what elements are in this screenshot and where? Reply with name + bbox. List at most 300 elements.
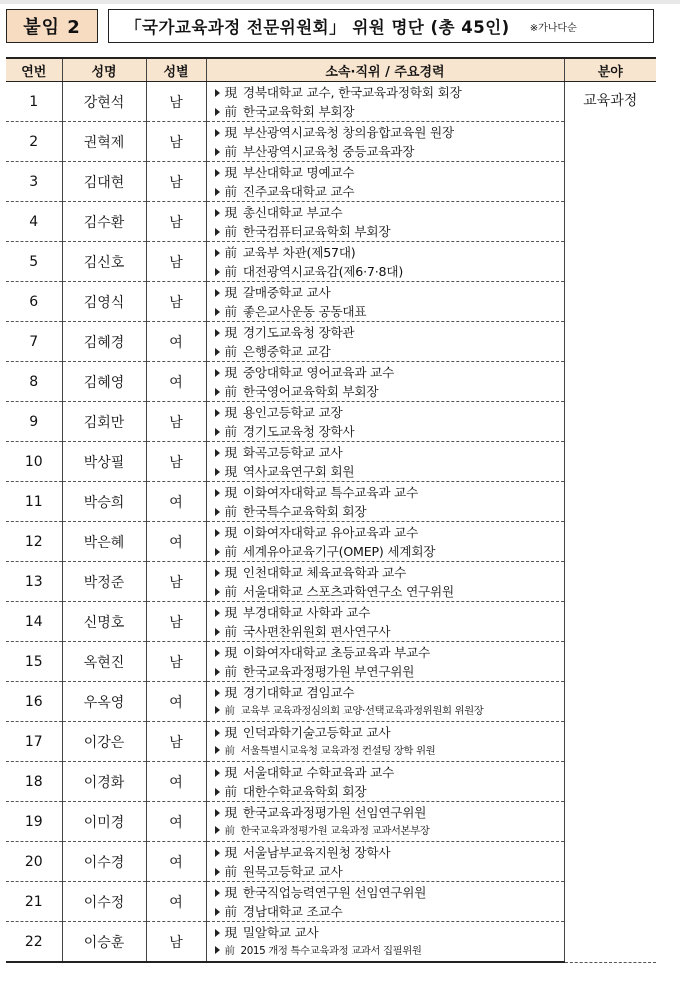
career-cell bbox=[206, 482, 564, 522]
career-cell bbox=[206, 762, 564, 802]
table-row bbox=[6, 762, 656, 802]
career-text: 부경대학교 사학과 교수 bbox=[242, 604, 371, 620]
career-line bbox=[215, 542, 564, 561]
career-prefix: 前 bbox=[224, 343, 237, 359]
career-line bbox=[215, 403, 564, 422]
column-header-field: 분야 bbox=[564, 58, 656, 82]
career-text: 서울대학교 스포츠과학연구소 연구위원 bbox=[242, 583, 454, 599]
career-prefix: 前 bbox=[224, 383, 237, 399]
career-prefix: 前 bbox=[224, 704, 235, 717]
row-number: 20 bbox=[6, 842, 62, 882]
career-line bbox=[215, 782, 564, 801]
career-cell bbox=[206, 642, 564, 682]
career-prefix: 前 bbox=[224, 244, 237, 260]
career-prefix: 現 bbox=[224, 804, 237, 820]
table-row bbox=[6, 362, 656, 402]
bullet-triangle-icon bbox=[215, 609, 220, 617]
member-gender: 남 bbox=[146, 282, 206, 322]
career-text: 용인고등학교 교장 bbox=[242, 404, 343, 420]
career-cell bbox=[206, 442, 564, 482]
career-line bbox=[215, 163, 564, 182]
table-row bbox=[6, 562, 656, 602]
career-text: 경기대학교 겸임교수 bbox=[242, 684, 355, 700]
bullet-triangle-icon bbox=[215, 468, 220, 476]
bullet-triangle-icon bbox=[215, 826, 220, 834]
column-header-number: 연번 bbox=[6, 58, 62, 82]
attachment-badge bbox=[6, 9, 98, 43]
career-text: 한국교육과정평가원 부연구위원 bbox=[242, 663, 415, 679]
member-name: 강현석 bbox=[62, 82, 146, 122]
member-gender: 남 bbox=[146, 202, 206, 242]
table-row bbox=[6, 202, 656, 242]
member-name: 김수환 bbox=[62, 202, 146, 242]
career-prefix: 現 bbox=[224, 524, 237, 540]
career-prefix: 現 bbox=[224, 324, 237, 340]
career-line bbox=[215, 883, 564, 902]
member-name: 옥현진 bbox=[62, 642, 146, 682]
career-prefix: 現 bbox=[224, 924, 237, 940]
career-line bbox=[215, 702, 564, 721]
career-prefix: 前 bbox=[224, 783, 237, 799]
career-prefix: 前 bbox=[224, 543, 237, 559]
member-gender: 남 bbox=[146, 562, 206, 602]
row-number: 5 bbox=[6, 242, 62, 282]
row-number: 2 bbox=[6, 122, 62, 162]
table-row bbox=[6, 242, 656, 282]
career-line bbox=[215, 422, 564, 441]
career-line bbox=[215, 443, 564, 462]
career-line bbox=[215, 843, 564, 862]
career-line bbox=[215, 803, 564, 822]
career-prefix: 前 bbox=[224, 903, 237, 919]
member-name: 이수정 bbox=[62, 882, 146, 922]
career-line bbox=[215, 462, 564, 481]
career-line bbox=[215, 563, 564, 582]
bullet-triangle-icon bbox=[215, 428, 220, 436]
career-prefix: 前 bbox=[224, 263, 237, 279]
table-row bbox=[6, 122, 656, 162]
career-text: 중앙대학교 영어교육과 교수 bbox=[242, 364, 395, 380]
table-row bbox=[6, 322, 656, 362]
career-text: 이화여자대학교 초등교육과 부교수 bbox=[242, 644, 430, 660]
bullet-triangle-icon bbox=[215, 89, 220, 97]
bullet-triangle-icon bbox=[215, 108, 220, 116]
member-name: 김대현 bbox=[62, 162, 146, 202]
career-prefix: 現 bbox=[224, 684, 237, 700]
career-text: 한국교육과정평가원 선임연구위원 bbox=[242, 804, 427, 820]
member-gender: 여 bbox=[146, 522, 206, 562]
member-gender: 여 bbox=[146, 762, 206, 802]
career-prefix: 現 bbox=[224, 844, 237, 860]
bullet-triangle-icon bbox=[215, 508, 220, 516]
bullet-triangle-icon bbox=[215, 809, 220, 817]
career-text: 2015 개정 특수교육과정 교과서 집필위원 bbox=[240, 944, 422, 957]
career-text: 인천대학교 체육교육학과 교수 bbox=[242, 564, 407, 580]
career-cell bbox=[206, 362, 564, 402]
career-text: 국사편찬위원회 편사연구사 bbox=[242, 623, 391, 639]
bullet-triangle-icon bbox=[215, 588, 220, 596]
member-name: 박정준 bbox=[62, 562, 146, 602]
member-gender: 여 bbox=[146, 882, 206, 922]
bullet-triangle-icon bbox=[215, 569, 220, 577]
career-cell bbox=[206, 202, 564, 242]
member-name: 우옥영 bbox=[62, 682, 146, 722]
career-cell bbox=[206, 82, 564, 122]
row-number: 12 bbox=[6, 522, 62, 562]
row-number: 11 bbox=[6, 482, 62, 522]
row-number: 1 bbox=[6, 82, 62, 122]
bullet-triangle-icon bbox=[215, 369, 220, 377]
career-text: 인덕과학기술고등학교 교사 bbox=[242, 724, 391, 740]
career-text: 교육부 차관(제57대) bbox=[242, 244, 356, 260]
career-line bbox=[215, 902, 564, 921]
member-gender: 여 bbox=[146, 482, 206, 522]
table-row bbox=[6, 522, 656, 562]
member-name: 권혁제 bbox=[62, 122, 146, 162]
table-body bbox=[6, 82, 656, 963]
career-prefix: 現 bbox=[224, 484, 237, 500]
bullet-triangle-icon bbox=[215, 329, 220, 337]
row-number: 8 bbox=[6, 362, 62, 402]
member-name: 김회만 bbox=[62, 402, 146, 442]
career-text: 한국교육학회 부회장 bbox=[242, 103, 355, 119]
career-prefix: 前 bbox=[224, 423, 237, 439]
career-line bbox=[215, 283, 564, 302]
career-prefix: 現 bbox=[224, 604, 237, 620]
row-number: 10 bbox=[6, 442, 62, 482]
career-prefix: 現 bbox=[224, 84, 237, 100]
bullet-triangle-icon bbox=[215, 929, 220, 937]
title-box bbox=[108, 9, 654, 43]
bullet-triangle-icon bbox=[215, 689, 220, 697]
bullet-triangle-icon bbox=[215, 788, 220, 796]
career-cell bbox=[206, 402, 564, 442]
table-row bbox=[6, 722, 656, 762]
row-number: 21 bbox=[6, 882, 62, 922]
career-text: 한국교육과정평가원 교육과정 교과서본부장 bbox=[240, 824, 430, 837]
career-line bbox=[215, 763, 564, 782]
career-cell bbox=[206, 682, 564, 722]
bullet-triangle-icon bbox=[215, 268, 220, 276]
career-text: 한국특수교육학회 회장 bbox=[242, 503, 367, 519]
career-text: 서울특별시교육청 교육과정 컨설팅 장학 위원 bbox=[240, 744, 436, 757]
table-row bbox=[6, 642, 656, 682]
table-row bbox=[6, 442, 656, 482]
bullet-triangle-icon bbox=[215, 628, 220, 636]
career-line bbox=[215, 622, 564, 641]
career-line bbox=[215, 102, 564, 121]
field-cell bbox=[564, 82, 656, 963]
bullet-triangle-icon bbox=[215, 946, 220, 954]
attachment-label: 붙임 2 bbox=[23, 17, 81, 38]
row-number: 4 bbox=[6, 202, 62, 242]
career-cell bbox=[206, 882, 564, 922]
member-gender: 여 bbox=[146, 842, 206, 882]
member-name: 이강은 bbox=[62, 722, 146, 762]
bullet-triangle-icon bbox=[215, 889, 220, 897]
career-text: 한국컴퓨터교육학회 부회장 bbox=[242, 223, 391, 239]
row-number: 19 bbox=[6, 802, 62, 842]
bullet-triangle-icon bbox=[215, 868, 220, 876]
bullet-triangle-icon bbox=[215, 308, 220, 316]
member-name: 박승희 bbox=[62, 482, 146, 522]
bullet-triangle-icon bbox=[215, 449, 220, 457]
career-line bbox=[215, 342, 564, 361]
bullet-triangle-icon bbox=[215, 129, 220, 137]
bullet-triangle-icon bbox=[215, 668, 220, 676]
career-cell bbox=[206, 842, 564, 882]
member-gender: 여 bbox=[146, 362, 206, 402]
career-line bbox=[215, 323, 564, 342]
member-gender: 남 bbox=[146, 242, 206, 282]
column-header-career: 소속·직위 / 주요경력 bbox=[206, 58, 564, 82]
career-line bbox=[215, 723, 564, 742]
member-table bbox=[6, 57, 656, 963]
career-text: 한국직업능력연구원 선임연구위원 bbox=[242, 884, 427, 900]
member-name: 이미경 bbox=[62, 802, 146, 842]
career-prefix: 前 bbox=[224, 223, 237, 239]
career-cell bbox=[206, 922, 564, 963]
bullet-triangle-icon bbox=[215, 188, 220, 196]
career-cell bbox=[206, 282, 564, 322]
career-text: 경남대학교 조교수 bbox=[242, 903, 343, 919]
career-text: 서울대학교 수학교육과 교수 bbox=[242, 764, 395, 780]
career-prefix: 前 bbox=[224, 583, 237, 599]
career-prefix: 現 bbox=[224, 724, 237, 740]
row-number: 13 bbox=[6, 562, 62, 602]
career-line bbox=[215, 502, 564, 521]
career-prefix: 前 bbox=[224, 824, 235, 837]
career-cell bbox=[206, 242, 564, 282]
career-text: 역사교육연구회 회원 bbox=[242, 463, 355, 479]
table-row bbox=[6, 602, 656, 642]
member-gender: 남 bbox=[146, 602, 206, 642]
career-line bbox=[215, 742, 564, 761]
row-number: 16 bbox=[6, 682, 62, 722]
table-row bbox=[6, 682, 656, 722]
bullet-triangle-icon bbox=[215, 908, 220, 916]
member-gender: 남 bbox=[146, 922, 206, 963]
career-line bbox=[215, 262, 564, 281]
career-cell bbox=[206, 322, 564, 362]
career-prefix: 現 bbox=[224, 463, 237, 479]
bullet-triangle-icon bbox=[215, 649, 220, 657]
member-name: 김혜경 bbox=[62, 322, 146, 362]
member-gender: 남 bbox=[146, 122, 206, 162]
member-gender: 여 bbox=[146, 322, 206, 362]
table-header-row bbox=[6, 58, 656, 82]
career-text: 부산광역시교육청 중등교육과장 bbox=[242, 143, 415, 159]
career-line bbox=[215, 523, 564, 542]
bullet-triangle-icon bbox=[215, 388, 220, 396]
bullet-triangle-icon bbox=[215, 409, 220, 417]
career-text: 한국영어교육학회 부회장 bbox=[242, 383, 379, 399]
career-prefix: 前 bbox=[224, 503, 237, 519]
sort-note: ※가나다순 bbox=[529, 22, 577, 34]
career-line bbox=[215, 643, 564, 662]
bullet-triangle-icon bbox=[215, 169, 220, 177]
career-line bbox=[215, 683, 564, 702]
row-number: 7 bbox=[6, 322, 62, 362]
career-line bbox=[215, 243, 564, 262]
career-prefix: 前 bbox=[224, 623, 237, 639]
career-line bbox=[215, 822, 564, 841]
row-number: 6 bbox=[6, 282, 62, 322]
row-number: 9 bbox=[6, 402, 62, 442]
career-line bbox=[215, 923, 564, 942]
bullet-triangle-icon bbox=[215, 489, 220, 497]
row-number: 18 bbox=[6, 762, 62, 802]
career-text: 교육부 교육과정심의회 교양·선택교육과정위원회 위원장 bbox=[240, 704, 484, 717]
career-line bbox=[215, 363, 564, 382]
bullet-triangle-icon bbox=[215, 746, 220, 754]
table-row bbox=[6, 282, 656, 322]
table-row bbox=[6, 922, 656, 963]
member-gender: 여 bbox=[146, 682, 206, 722]
career-prefix: 現 bbox=[224, 364, 237, 380]
career-text: 이화여자대학교 유아교육과 교수 bbox=[242, 524, 419, 540]
career-prefix: 前 bbox=[224, 944, 235, 957]
member-gender: 남 bbox=[146, 642, 206, 682]
bullet-triangle-icon bbox=[215, 729, 220, 737]
table-row bbox=[6, 82, 656, 122]
career-line bbox=[215, 123, 564, 142]
bullet-triangle-icon bbox=[215, 769, 220, 777]
career-text: 화곡고등학교 교사 bbox=[242, 444, 343, 460]
column-header-name: 성명 bbox=[62, 58, 146, 82]
career-prefix: 現 bbox=[224, 204, 237, 220]
member-name: 김신호 bbox=[62, 242, 146, 282]
career-cell bbox=[206, 522, 564, 562]
career-prefix: 前 bbox=[224, 663, 237, 679]
career-prefix: 現 bbox=[224, 164, 237, 180]
career-prefix: 現 bbox=[224, 284, 237, 300]
member-name: 이수경 bbox=[62, 842, 146, 882]
career-prefix: 前 bbox=[224, 863, 237, 879]
career-text: 대한수학교육학회 회장 bbox=[242, 783, 367, 799]
career-text: 경기도교육청 장학사 bbox=[242, 423, 355, 439]
career-text: 경기도교육청 장학관 bbox=[242, 324, 355, 340]
career-text: 원묵고등학교 교사 bbox=[242, 863, 343, 879]
bullet-triangle-icon bbox=[215, 289, 220, 297]
table-row bbox=[6, 842, 656, 882]
row-number: 17 bbox=[6, 722, 62, 762]
member-gender: 남 bbox=[146, 162, 206, 202]
bullet-triangle-icon bbox=[215, 249, 220, 257]
bullet-triangle-icon bbox=[215, 209, 220, 217]
member-name: 김영식 bbox=[62, 282, 146, 322]
career-text: 부산광역시교육청 창의융합교육원 원장 bbox=[242, 124, 454, 140]
career-line bbox=[215, 603, 564, 622]
member-gender: 남 bbox=[146, 402, 206, 442]
row-number: 15 bbox=[6, 642, 62, 682]
career-text: 대전광역시교육감(제6·7·8대) bbox=[242, 263, 404, 279]
career-cell bbox=[206, 802, 564, 842]
career-line bbox=[215, 222, 564, 241]
field-value: 교육과정 bbox=[583, 93, 638, 109]
career-line bbox=[215, 83, 564, 102]
member-name: 김혜영 bbox=[62, 362, 146, 402]
table-row bbox=[6, 802, 656, 842]
career-prefix: 前 bbox=[224, 303, 237, 319]
career-prefix: 現 bbox=[224, 564, 237, 580]
member-name: 이승훈 bbox=[62, 922, 146, 963]
career-text: 이화여자대학교 특수교육과 교수 bbox=[242, 484, 419, 500]
career-line bbox=[215, 382, 564, 401]
career-line bbox=[215, 483, 564, 502]
member-name: 박은혜 bbox=[62, 522, 146, 562]
career-prefix: 現 bbox=[224, 884, 237, 900]
career-text: 세계유아교육기구(OMEP) 세계회장 bbox=[242, 543, 436, 559]
career-cell bbox=[206, 722, 564, 762]
bullet-triangle-icon bbox=[215, 849, 220, 857]
member-gender: 여 bbox=[146, 802, 206, 842]
table-row bbox=[6, 162, 656, 202]
career-line bbox=[215, 182, 564, 201]
table-row bbox=[6, 882, 656, 922]
member-gender: 남 bbox=[146, 722, 206, 762]
career-cell bbox=[206, 562, 564, 602]
career-prefix: 現 bbox=[224, 404, 237, 420]
bullet-triangle-icon bbox=[215, 348, 220, 356]
row-number: 3 bbox=[6, 162, 62, 202]
career-cell bbox=[206, 122, 564, 162]
career-prefix: 前 bbox=[224, 103, 237, 119]
career-line bbox=[215, 662, 564, 681]
member-name: 신명호 bbox=[62, 602, 146, 642]
career-cell bbox=[206, 162, 564, 202]
career-text: 서울남부교육지원청 장학사 bbox=[242, 844, 391, 860]
member-gender: 남 bbox=[146, 82, 206, 122]
career-line bbox=[215, 142, 564, 161]
career-line bbox=[215, 302, 564, 321]
career-cell bbox=[206, 602, 564, 642]
row-number: 14 bbox=[6, 602, 62, 642]
career-text: 좋은교사운동 공동대표 bbox=[242, 303, 367, 319]
career-line bbox=[215, 862, 564, 881]
top-border bbox=[0, 0, 680, 4]
career-text: 은행중학교 교감 bbox=[242, 343, 331, 359]
bullet-triangle-icon bbox=[215, 228, 220, 236]
career-text: 경북대학교 교수, 한국교육과정학회 회장 bbox=[242, 84, 462, 100]
column-header-gender: 성별 bbox=[146, 58, 206, 82]
career-line bbox=[215, 582, 564, 601]
career-prefix: 現 bbox=[224, 124, 237, 140]
career-prefix: 現 bbox=[224, 644, 237, 660]
bullet-triangle-icon bbox=[215, 548, 220, 556]
career-prefix: 前 bbox=[224, 143, 237, 159]
career-prefix: 前 bbox=[224, 744, 235, 757]
member-name: 이경화 bbox=[62, 762, 146, 802]
career-line bbox=[215, 203, 564, 222]
bullet-triangle-icon bbox=[215, 529, 220, 537]
bullet-triangle-icon bbox=[215, 148, 220, 156]
career-prefix: 現 bbox=[224, 444, 237, 460]
career-prefix: 前 bbox=[224, 183, 237, 199]
career-text: 갈매중학교 교사 bbox=[242, 284, 331, 300]
member-name: 박상필 bbox=[62, 442, 146, 482]
career-text: 밀알학교 교사 bbox=[242, 924, 319, 940]
member-gender: 남 bbox=[146, 442, 206, 482]
document-title: 「국가교육과정 전문위원회」 위원 명단 (총 45인) bbox=[125, 18, 510, 37]
bullet-triangle-icon bbox=[215, 706, 220, 714]
table-row bbox=[6, 482, 656, 522]
career-line bbox=[215, 942, 564, 961]
career-text: 진주교육대학교 교수 bbox=[242, 183, 355, 199]
career-text: 총신대학교 부교수 bbox=[242, 204, 343, 220]
row-number: 22 bbox=[6, 922, 62, 963]
career-text: 부산대학교 명예교수 bbox=[242, 164, 355, 180]
